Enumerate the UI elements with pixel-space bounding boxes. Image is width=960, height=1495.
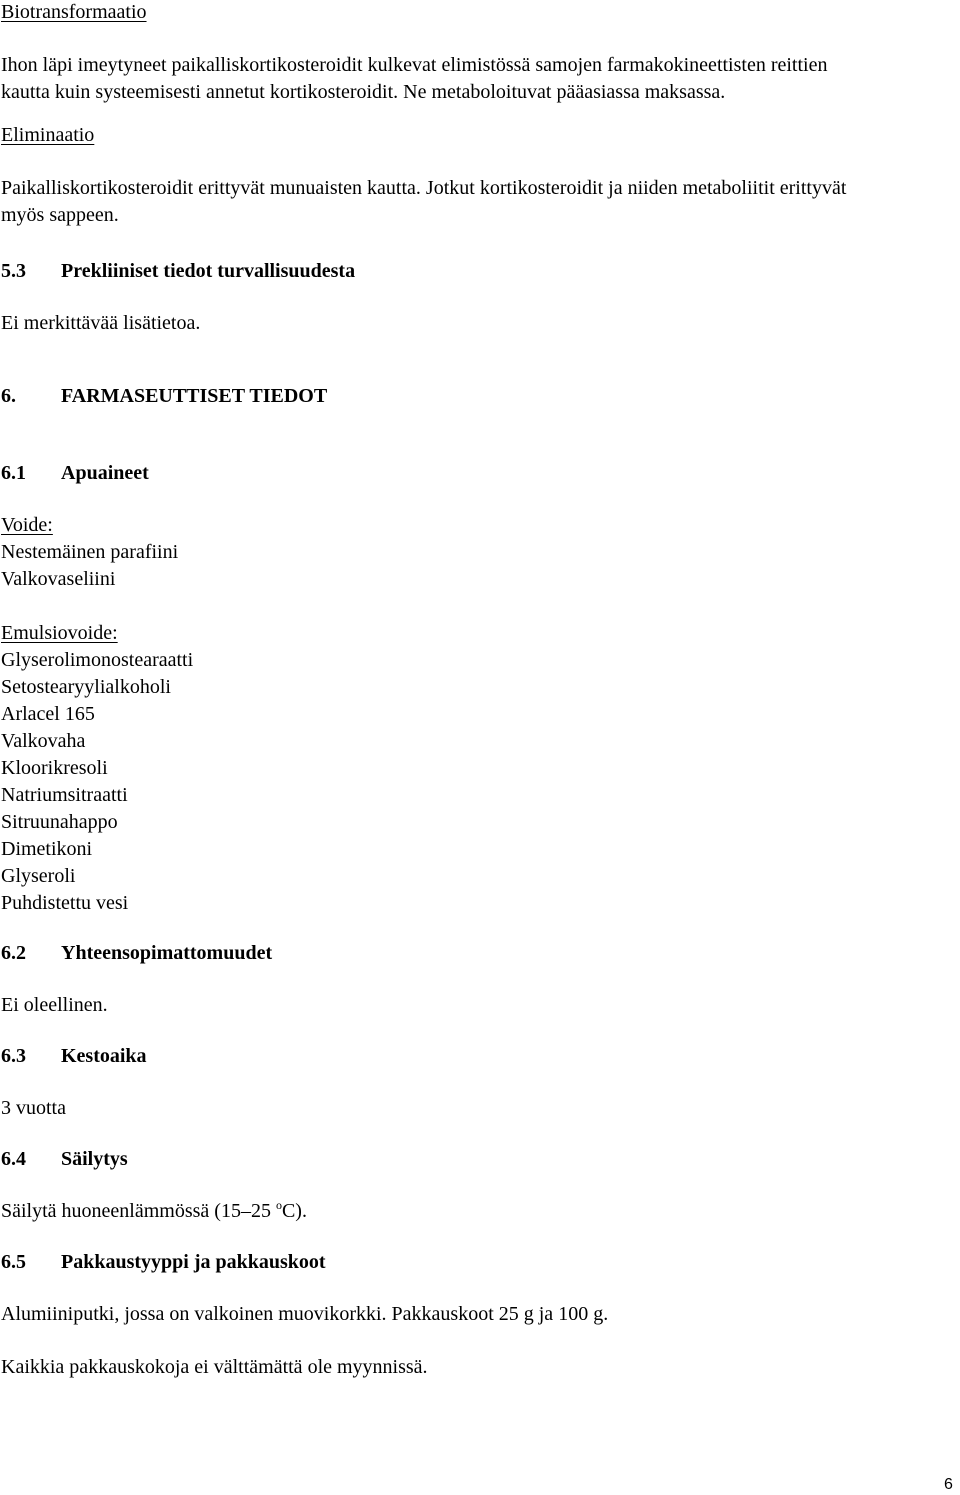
section-title: Apuaineet [61, 462, 149, 484]
emulsion-ingredient: Setostearyylialkoholi [1, 676, 171, 698]
section-6-5-text-1: Alumiiniputki, jossa on valkoinen muovikorkki. Pakkauskoot 25 g ja 100 g. [1, 1303, 609, 1325]
emulsion-ingredient: Valkovaha [1, 730, 86, 752]
emulsion-ingredient: Natriumsitraatti [1, 784, 128, 806]
elimination-heading: Eliminaatio [1, 124, 95, 146]
section-title: Kestoaika [61, 1045, 147, 1067]
section-6-3-text: 3 vuotta [1, 1097, 66, 1119]
ointment-ingredient: Valkovaseliini [1, 568, 116, 590]
storage-text: Säilytä huoneenlämmössä (15–25 [1, 1200, 276, 1222]
section-6-5-heading [1, 1250, 326, 1274]
emulsion-ingredient: Glyseroli [1, 865, 76, 887]
elimination-text-line-2: myös sappeen. [1, 204, 119, 226]
section-title: Säilytys [61, 1148, 128, 1170]
ointment-label: Voide: [1, 514, 53, 536]
elimination-text-line-1: Paikalliskortikosteroidit erittyvät munuaisten kautta. Jotkut kortikosteroidit ja niiden metaboliitit erittyvät [1, 177, 847, 199]
biotransformation-text-line-1: Ihon läpi imeytyneet paikalliskortikosteroidit kulkevat elimistössä samojen farmakokineettisten reittien [1, 54, 828, 76]
section-number: 5.3 [1, 260, 26, 282]
section-6-4-heading [1, 1147, 128, 1171]
section-6-3-heading [1, 1044, 147, 1068]
emulsion-label: Emulsiovoide: [1, 622, 118, 644]
section-title: Yhteensopimattomuudet [61, 942, 273, 964]
section-6-2-heading [1, 941, 272, 965]
emulsion-ingredient: Arlacel 165 [1, 703, 95, 725]
emulsion-ingredient: Sitruunahappo [1, 811, 118, 833]
section-number: 6.1 [1, 462, 26, 484]
section-6-5-text-2: Kaikkia pakkauskokoja ei välttämättä ole myynnissä. [1, 1356, 428, 1378]
section-number: 6.2 [1, 942, 26, 964]
section-6-2-text: Ei oleellinen. [1, 994, 108, 1016]
section-5-3-text: Ei merkittävää lisätietoa. [1, 312, 201, 334]
emulsion-ingredient: Puhdistettu vesi [1, 892, 129, 914]
degree-superscript: o [275, 1198, 282, 1212]
emulsion-ingredient: Kloorikresoli [1, 757, 108, 779]
section-6-1-heading [1, 461, 149, 485]
emulsion-ingredient: Glyserolimonostearaatti [1, 649, 194, 671]
section-number: 6.5 [1, 1251, 26, 1273]
section-number: 6.3 [1, 1045, 26, 1067]
section-title: Pakkaustyyppi ja pakkauskoot [61, 1251, 326, 1273]
section-title: Prekliiniset tiedot turvallisuudesta [61, 260, 356, 282]
section-6-4-text [1, 1199, 307, 1223]
section-number: 6. [1, 385, 16, 407]
page-number: 6 [944, 1476, 953, 1493]
section-number: 6.4 [1, 1148, 26, 1170]
ointment-ingredient: Nestemäinen parafiini [1, 541, 179, 563]
biotransformation-heading: Biotransformaatio [1, 1, 147, 23]
biotransformation-text-line-2: kautta kuin systeemisesti annetut kortikosteroidit. Ne metaboloituvat pääasiassa maksassa. [1, 81, 726, 103]
section-title: FARMASEUTTISET TIEDOT [61, 385, 328, 407]
section-5-3-heading [1, 259, 355, 283]
emulsion-ingredient: Dimetikoni [1, 838, 93, 860]
storage-unit-text: C). [281, 1200, 307, 1222]
section-6-heading [1, 384, 327, 408]
